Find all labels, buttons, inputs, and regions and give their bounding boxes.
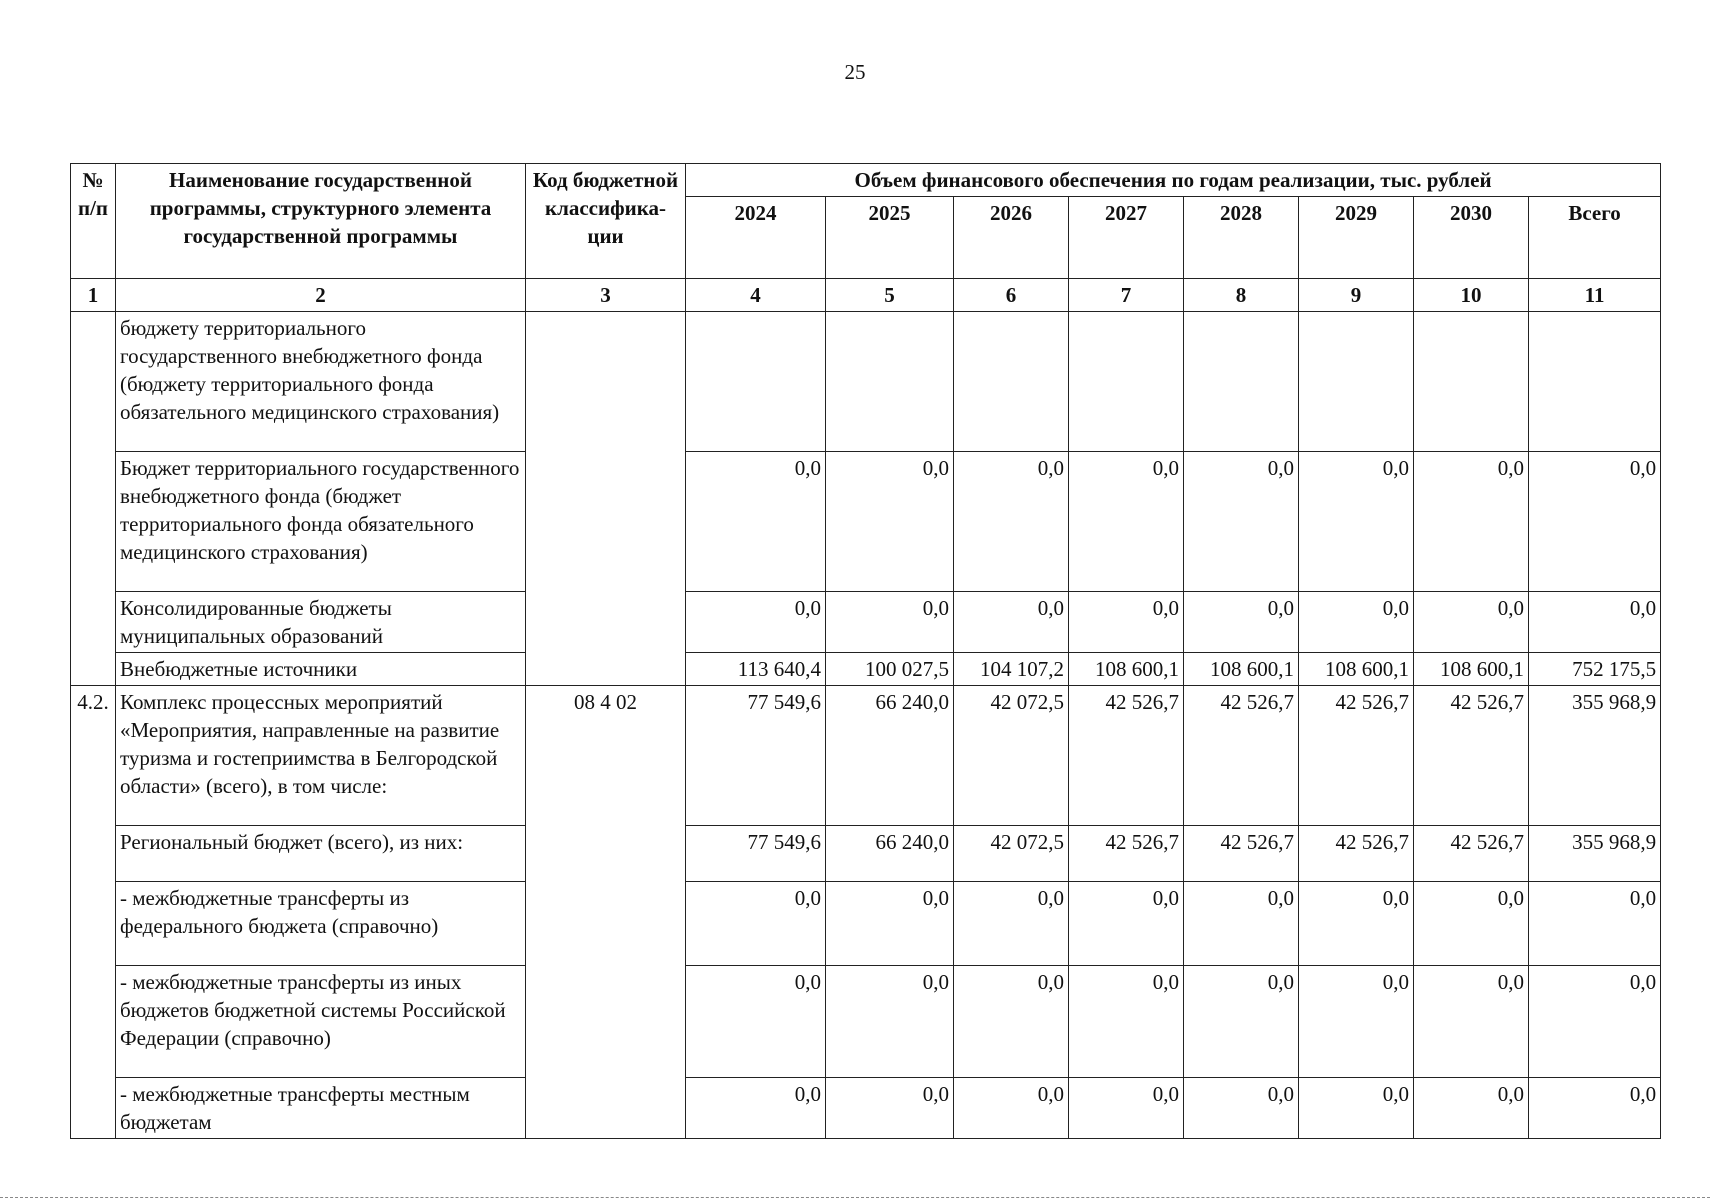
value-year: 42 072,5 [954,686,1069,826]
value-total: 0,0 [1529,592,1661,653]
table-row [71,592,1661,653]
value-year: 0,0 [1414,882,1529,966]
value-year: 104 107,2 [954,653,1069,686]
value-year [826,312,954,452]
value-year [1184,312,1299,452]
value-total: 752 175,5 [1529,653,1661,686]
value-year: 42 526,7 [1184,686,1299,826]
value-year: 0,0 [1299,592,1414,653]
value-year: 0,0 [1069,966,1184,1078]
value-year: 0,0 [686,882,826,966]
value-year: 0,0 [1184,1078,1299,1139]
header-num: № п/п [71,164,116,279]
value-year: 0,0 [826,452,954,592]
header-year: 2028 [1184,197,1299,279]
header-row-1 [71,164,1661,197]
value-year: 0,0 [954,966,1069,1078]
column-number: 1 [71,279,116,312]
header-year: 2024 [686,197,826,279]
row-name: Бюджет территориального государственного внебюджетного фонда (бюджет территориального фонда обязательного медицинского страхования) [116,452,526,592]
row-number [71,312,116,686]
value-year [1299,312,1414,452]
value-year: 0,0 [1299,882,1414,966]
value-year: 0,0 [1299,966,1414,1078]
value-total: 0,0 [1529,1078,1661,1139]
value-year: 113 640,4 [686,653,826,686]
value-year: 0,0 [1299,452,1414,592]
value-year [1069,312,1184,452]
value-year: 0,0 [686,966,826,1078]
header-volume: Объем финансового обеспечения по годам реализации, тыс. рублей [686,164,1661,197]
value-total: 355 968,9 [1529,686,1661,826]
value-year: 42 526,7 [1069,686,1184,826]
value-year: 0,0 [1414,1078,1529,1139]
financing-table [70,163,1661,1139]
value-year: 66 240,0 [826,826,954,882]
header-year: 2030 [1414,197,1529,279]
header-year: Всего [1529,197,1661,279]
value-year: 108 600,1 [1299,653,1414,686]
row-name: Региональный бюджет (всего), из них: [116,826,526,882]
value-year: 0,0 [954,592,1069,653]
value-year: 0,0 [1414,966,1529,1078]
value-year: 42 526,7 [1069,826,1184,882]
budget-code [526,312,686,686]
value-year: 0,0 [1414,592,1529,653]
value-year: 42 526,7 [1299,826,1414,882]
value-year: 0,0 [954,452,1069,592]
value-total: 0,0 [1529,452,1661,592]
value-total [1529,312,1661,452]
row-name: Консолидированные бюджеты муниципальных образований [116,592,526,653]
value-year: 0,0 [1069,882,1184,966]
value-year: 0,0 [1184,592,1299,653]
value-year: 0,0 [1414,452,1529,592]
table-row [71,686,1661,826]
value-year: 108 600,1 [1184,653,1299,686]
page-number: 25 [844,60,866,84]
value-total: 355 968,9 [1529,826,1661,882]
table-row [71,312,1661,452]
value-year: 0,0 [826,966,954,1078]
value-year: 0,0 [826,882,954,966]
header-year: 2029 [1299,197,1414,279]
value-total: 0,0 [1529,966,1661,1078]
table-row [71,452,1661,592]
row-name: бюджету территориального государственного внебюджетного фонда (бюджету территориального фонда обязательного медицинского страхования) [116,312,526,452]
column-number: 10 [1414,279,1529,312]
column-number: 2 [116,279,526,312]
value-year: 0,0 [826,1078,954,1139]
budget-code: 08 4 02 [526,686,686,1139]
table-row [71,966,1661,1078]
value-total: 0,0 [1529,882,1661,966]
row-name: - межбюджетные трансферты местным бюджетам [116,1078,526,1139]
column-number: 7 [1069,279,1184,312]
header-year: 2027 [1069,197,1184,279]
value-year: 108 600,1 [1069,653,1184,686]
value-year: 77 549,6 [686,686,826,826]
value-year: 0,0 [1184,966,1299,1078]
value-year: 0,0 [1069,1078,1184,1139]
table-row [71,826,1661,882]
column-number: 6 [954,279,1069,312]
row-number: 4.2. [71,686,116,1139]
value-year [1414,312,1529,452]
row-name: - межбюджетные трансферты из иных бюджетов бюджетной системы Российской Федерации (справочно) [116,966,526,1078]
column-number: 9 [1299,279,1414,312]
page-bottom-edge [0,1197,1710,1198]
column-number: 4 [686,279,826,312]
value-year: 42 526,7 [1414,826,1529,882]
value-year: 66 240,0 [826,686,954,826]
value-year [686,312,826,452]
value-year: 0,0 [686,452,826,592]
value-year: 0,0 [1184,452,1299,592]
value-year: 0,0 [686,592,826,653]
table-row [71,882,1661,966]
header-year: 2025 [826,197,954,279]
value-year: 0,0 [1069,452,1184,592]
table-row [71,653,1661,686]
header-code: Код бюджетной классифика-ции [526,164,686,279]
column-number: 3 [526,279,686,312]
value-year: 100 027,5 [826,653,954,686]
value-year: 42 526,7 [1299,686,1414,826]
value-year: 42 526,7 [1414,686,1529,826]
value-year: 0,0 [1184,882,1299,966]
value-year: 0,0 [686,1078,826,1139]
value-year: 0,0 [1069,592,1184,653]
header-year: 2026 [954,197,1069,279]
table-row [71,1078,1661,1139]
header-name: Наименование государственной программы, структурного элемента государственной программы [116,164,526,279]
value-year: 42 072,5 [954,826,1069,882]
value-year: 0,0 [826,592,954,653]
column-numbers-row [71,279,1661,312]
column-number: 5 [826,279,954,312]
column-number: 11 [1529,279,1661,312]
value-year: 0,0 [954,882,1069,966]
value-year: 0,0 [1299,1078,1414,1139]
value-year [954,312,1069,452]
row-name: - межбюджетные трансферты из федерального бюджета (справочно) [116,882,526,966]
row-name: Внебюджетные источники [116,653,526,686]
value-year: 0,0 [954,1078,1069,1139]
value-year: 108 600,1 [1414,653,1529,686]
row-name: Комплекс процессных мероприятий «Мероприятия, направленные на развитие туризма и гостеприимства в Белгородской области» (всего), в том числе: [116,686,526,826]
value-year: 42 526,7 [1184,826,1299,882]
value-year: 77 549,6 [686,826,826,882]
column-number: 8 [1184,279,1299,312]
